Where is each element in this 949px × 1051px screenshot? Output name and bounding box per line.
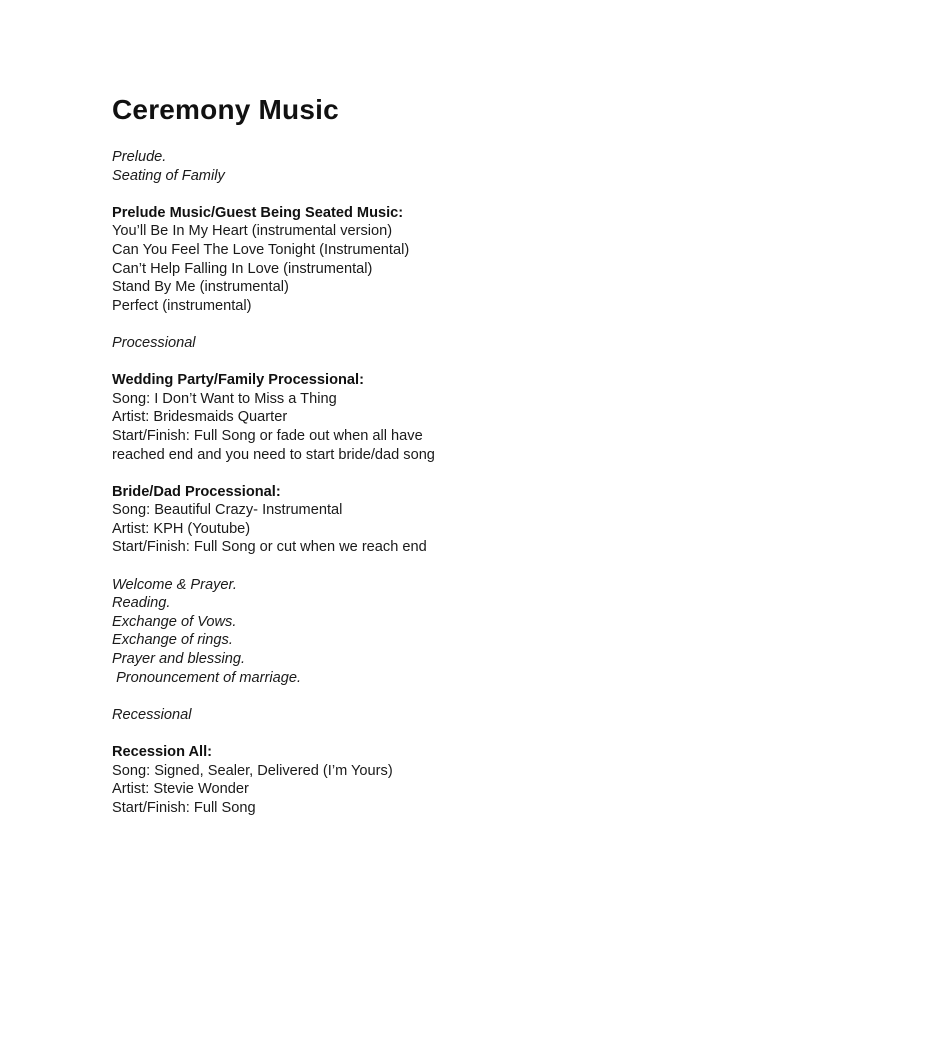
spacer (112, 185, 532, 204)
ceremony-item: Pronouncement of marriage. (112, 669, 302, 686)
spacer (112, 687, 532, 706)
document-page (112, 92, 532, 817)
song-item: Can’t Help Falling In Love (instrumental) (112, 260, 373, 277)
prelude-line: Prelude. (112, 149, 167, 165)
ceremony-item: Welcome & Prayer. (112, 576, 237, 593)
song-item: Stand By Me (instrumental) (112, 279, 289, 296)
wedding-party-section (112, 371, 532, 464)
page-title: Ceremony Music (112, 94, 339, 125)
ceremony-items-section (112, 576, 532, 688)
spacer (112, 557, 532, 576)
wedding-party-artist: Artist: Bridesmaids Quarter (112, 409, 288, 426)
spacer (112, 464, 532, 483)
seating-line: Seating of Family (112, 167, 225, 184)
bride-dad-start-finish: Start/Finish: Full Song or cut when we reach end (112, 539, 427, 556)
wedding-party-heading: Wedding Party/Family Processional: (112, 372, 364, 389)
wedding-party-song: Song: I Don’t Want to Miss a Thing (112, 390, 337, 407)
spacer (112, 315, 532, 334)
ceremony-item: Exchange of rings. (112, 632, 233, 649)
prelude-section (112, 148, 532, 185)
recession-artist: Artist: Stevie Wonder (112, 781, 249, 798)
spacer (112, 353, 532, 372)
recession-start-finish: Start/Finish: Full Song (112, 799, 256, 816)
bride-dad-artist: Artist: KPH (Youtube) (112, 520, 251, 537)
recession-section (112, 743, 532, 817)
processional-label: Processional (112, 334, 196, 351)
song-item: Can You Feel The Love Tonight (Instrumental) (112, 241, 410, 258)
ceremony-item: Exchange of Vows. (112, 613, 237, 630)
prelude-music-section (112, 204, 532, 316)
bride-dad-song: Song: Beautiful Crazy- Instrumental (112, 502, 343, 519)
recessional-label: Recessional (112, 706, 192, 723)
prelude-music-heading: Prelude Music/Guest Being Seated Music: (112, 204, 404, 221)
wedding-party-start-finish: Start/Finish: Full Song or fade out when all have reached end and you need to start bride/dad song (112, 427, 435, 463)
recession-heading: Recession All: (112, 744, 213, 760)
ceremony-item: Prayer and blessing. (112, 651, 246, 668)
song-item: You’ll Be In My Heart (instrumental version) (112, 223, 393, 240)
bride-dad-heading: Bride/Dad Processional: (112, 483, 281, 500)
recession-song: Song: Signed, Sealer, Delivered (I’m Yours) (112, 762, 393, 779)
song-item: Perfect (instrumental) (112, 297, 252, 314)
spacer (112, 724, 532, 743)
bride-dad-section (112, 483, 532, 557)
ceremony-item: Reading. (112, 595, 171, 612)
